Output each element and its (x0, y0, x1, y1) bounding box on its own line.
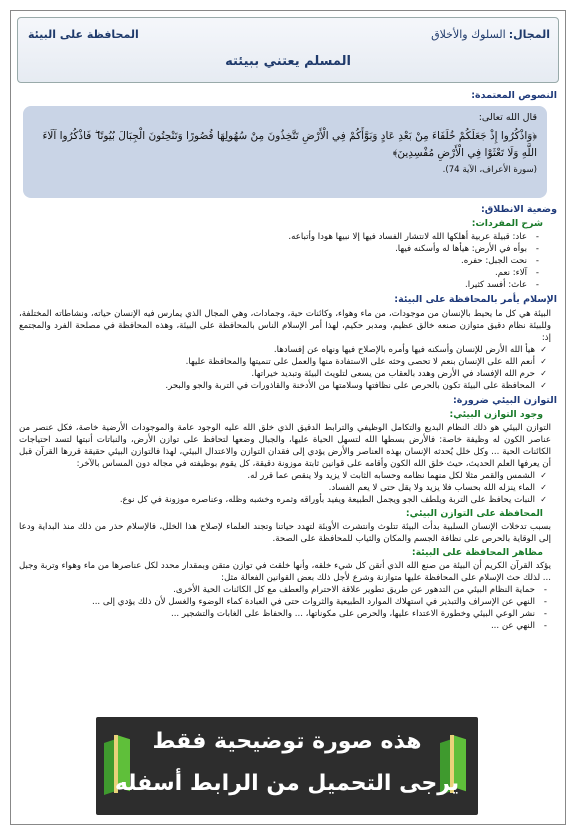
aspects-point: - حماية النظام البيئي من التدهور عن طريق تطوير علاقة الاحترام والعطف مع كل الكائنات الحية الأخرى. (19, 584, 535, 596)
preview-watermark-banner (96, 717, 478, 815)
vocab-item: - آلاء: نعم. (19, 267, 527, 279)
lesson-content (19, 87, 557, 824)
balance-paragraph: التوازن البيئي هو ذلك النظام البديع والتكامل الوظيفي والترابط الدقيق الذي خلق الله عليه الوجود عامة والموجودات الأرضية خاصة، فكل عنصر من عناصر الكون له وظيفة خاصة: فالأرض بسطها الله لتسهل الحياة عليها، والجبال وضعها لتحافظ على توازن الأرض، والنباتات أنبتها لتسد احتياجات الكائنات الحية ... وكل خلل يُحدثه الإنسان بهذه العناصر والأرض يؤدي إلى فقدان التوازن والاعتدال البيئي، لهذا فالتوازن البيئي حقيقة قررها القرآن قبل أن يعرفها العلم الحديث، حيث خلق الله الكون وأقامه على قوانين ثابتة موزونة دقيقة، كل يقوم بوظيفته في مجاله دون المساس بالآخر: (19, 423, 551, 469)
balance-point: ✓ الماء ينزله الله بحساب فلا يزيد ولا يقل حتى لا يعم الفساد. (19, 482, 535, 494)
balance-point: ✓ النبات يحافظ على التربة ويلطف الجو ويجمل الطبيعة ويفيد بأوراقه وثمره وخشبه وظله، وعناصره موزونة في كل نوع. (19, 494, 535, 506)
quote-verse: ﴿وَاذْكُرُوا إِذْ جَعَلَكُمْ خُلَفَاءَ مِنْ بَعْدِ عَادٍ وَبَوَّأَكُمْ فِي الْأَرْضِ تَتَّخِذُونَ مِنْ سُهُولِهَا قُصُورًا وَتَنْحِتُونَ الْجِبَالَ بُيُوتًا ۖ فَاذْكُرُوا آلَاءَ اللَّهِ وَلَا تَعْثَوْا فِي الْأَرْضِ مُفْسِدِينَ﴾ (42, 130, 537, 159)
vocab-item: - نحت الجبل: حفره. (19, 255, 527, 267)
aspects-paragraph: يؤكد القرآن الكريم أن البيئة من صنع الله الذي أتقن كل شيء خلقه، وأنها خلقت في توازن متقن وبمقدار محدد لكل عناصرها من ماء وهواء وتربة وجبل ... لذلك حث الإسلام على المحافظة عليها متوازنة وشرع لأجل ذلك بعض القوانين الفعالة مثل: (19, 561, 551, 583)
unit-label: المحافظة على البيئة (28, 28, 139, 41)
vocab-item: - بوأه في الأرض: هيأها له وأسكنه فيها. (19, 243, 527, 255)
islam-heading: الإسلام يأمر بالمحافظة على البيئة: (394, 294, 557, 305)
vocab-item: - عاث: أفسد كثيرا. (19, 279, 527, 291)
launch-heading: وضعية الانطلاق: (480, 204, 557, 215)
vocab-heading: شرح المفردات: (471, 218, 543, 229)
document-page (10, 10, 566, 825)
care-heading: المحافظة على التوازن البيئي: (405, 508, 543, 519)
field-label (431, 28, 550, 41)
aspects-point: - النهي عن ... (19, 620, 535, 632)
islam-paragraph: البيئة هي كل ما يحيط بالإنسان من موجودات، من ماء وهواء، وكائنات حية، وجمادات، وهي المجال الذي يمارس فيه الإنسان حياته، ونشاطاته المختلفة، وللبيئة نظام دقيق متوازن صنعه خالق عظيم، ومدبر حكيم، لهذا أمر الإسلام الناس بالمحافظة على البيئة، وهذه المحافظة في مصلحة الفرد والمجتمع إذ: (19, 309, 551, 343)
balance-exist-heading: وجود التوازن البيئي: (449, 409, 543, 420)
aspects-points (19, 584, 557, 632)
quote-lead: قال الله تعالى: (478, 112, 537, 123)
quran-quote-box (23, 106, 547, 198)
vocab-item: - عاد: قبيلة عربية أهلكها الله لانتشار الفساد فيها إلا نبيها هودا وأتباعه. (19, 231, 527, 243)
texts-heading: النصوص المعتمدة: (471, 90, 557, 101)
quote-source: (سورة الأعراف، الآية 74). (442, 165, 537, 175)
field-value: السلوك والأخلاق (431, 28, 506, 41)
islam-point: ✓ أنعم الله على الإنسان بنعم لا تحصى وحثه على الاستفادة منها والعمل على تنميتها والمحافظة عليها. (19, 356, 535, 368)
islam-point: ✓ هيأ الله الأرض للإنسان وأسكنه فيها وأمره بالإصلاح فيها ونهاه عن إفسادها. (19, 344, 535, 356)
balance-heading: التوازن البيئي ضرورة: (452, 395, 557, 406)
aspects-point: - نشر الوعي البيئي وخطورة الاعتداء عليها، والحرص على مكوناتها، ... والحفاظ على الغابات والتشجير ... (19, 608, 535, 620)
islam-point: ✓ المحافظة على البيئة تكون بالحرص على نظافتها وسلامتها من الأدخنة والقاذورات في التربة والجو والبحر. (19, 380, 535, 392)
lesson-header (17, 17, 559, 83)
balance-point: ✓ الشمس والقمر مثلا لكل منهما نظامه وحسابه الثابت لا يزيد ولا ينقص عما قرر له. (19, 470, 535, 482)
vocab-list (19, 231, 557, 291)
field-label-text: المجال: (508, 28, 550, 41)
islam-points (19, 344, 557, 392)
aspects-point: - النهي عن الإسراف والتبذير في استهلاك الموارد الطبيعية والثروات حتى في العبادة كماء الوضوء والغسل لأن ذلك يؤدي إلى ... (19, 596, 535, 608)
care-paragraph: بسبب تدخلات الإنسان السلبية بدأت البيئة تتلوث وانتشرت الأوبئة لتهدد حياتنا وتجند العلماء لإصلاح هذا الخلل، فالإسلام حذر من ذلك منذ البداية ودعا إلى الوقاية بالحرص على نظافة الجسم والمكان والثياب للمحافظة على الصحة. (19, 522, 551, 544)
islam-point: ✓ حرم الله الإفساد في الأرض وهدد بالعقاب من يسعى لتلويث البيئة وتبديد خيراتها. (19, 368, 535, 380)
balance-points (19, 470, 557, 506)
banner-line-1: هذه صورة توضيحية فقط (152, 729, 422, 754)
banner-line-2: يرجى التحميل من الرابط أسفله (114, 771, 460, 796)
lesson-title: المسلم يعتني ببيئته (225, 54, 351, 69)
aspects-heading: مظاهر المحافظة على البيئة: (411, 547, 543, 558)
